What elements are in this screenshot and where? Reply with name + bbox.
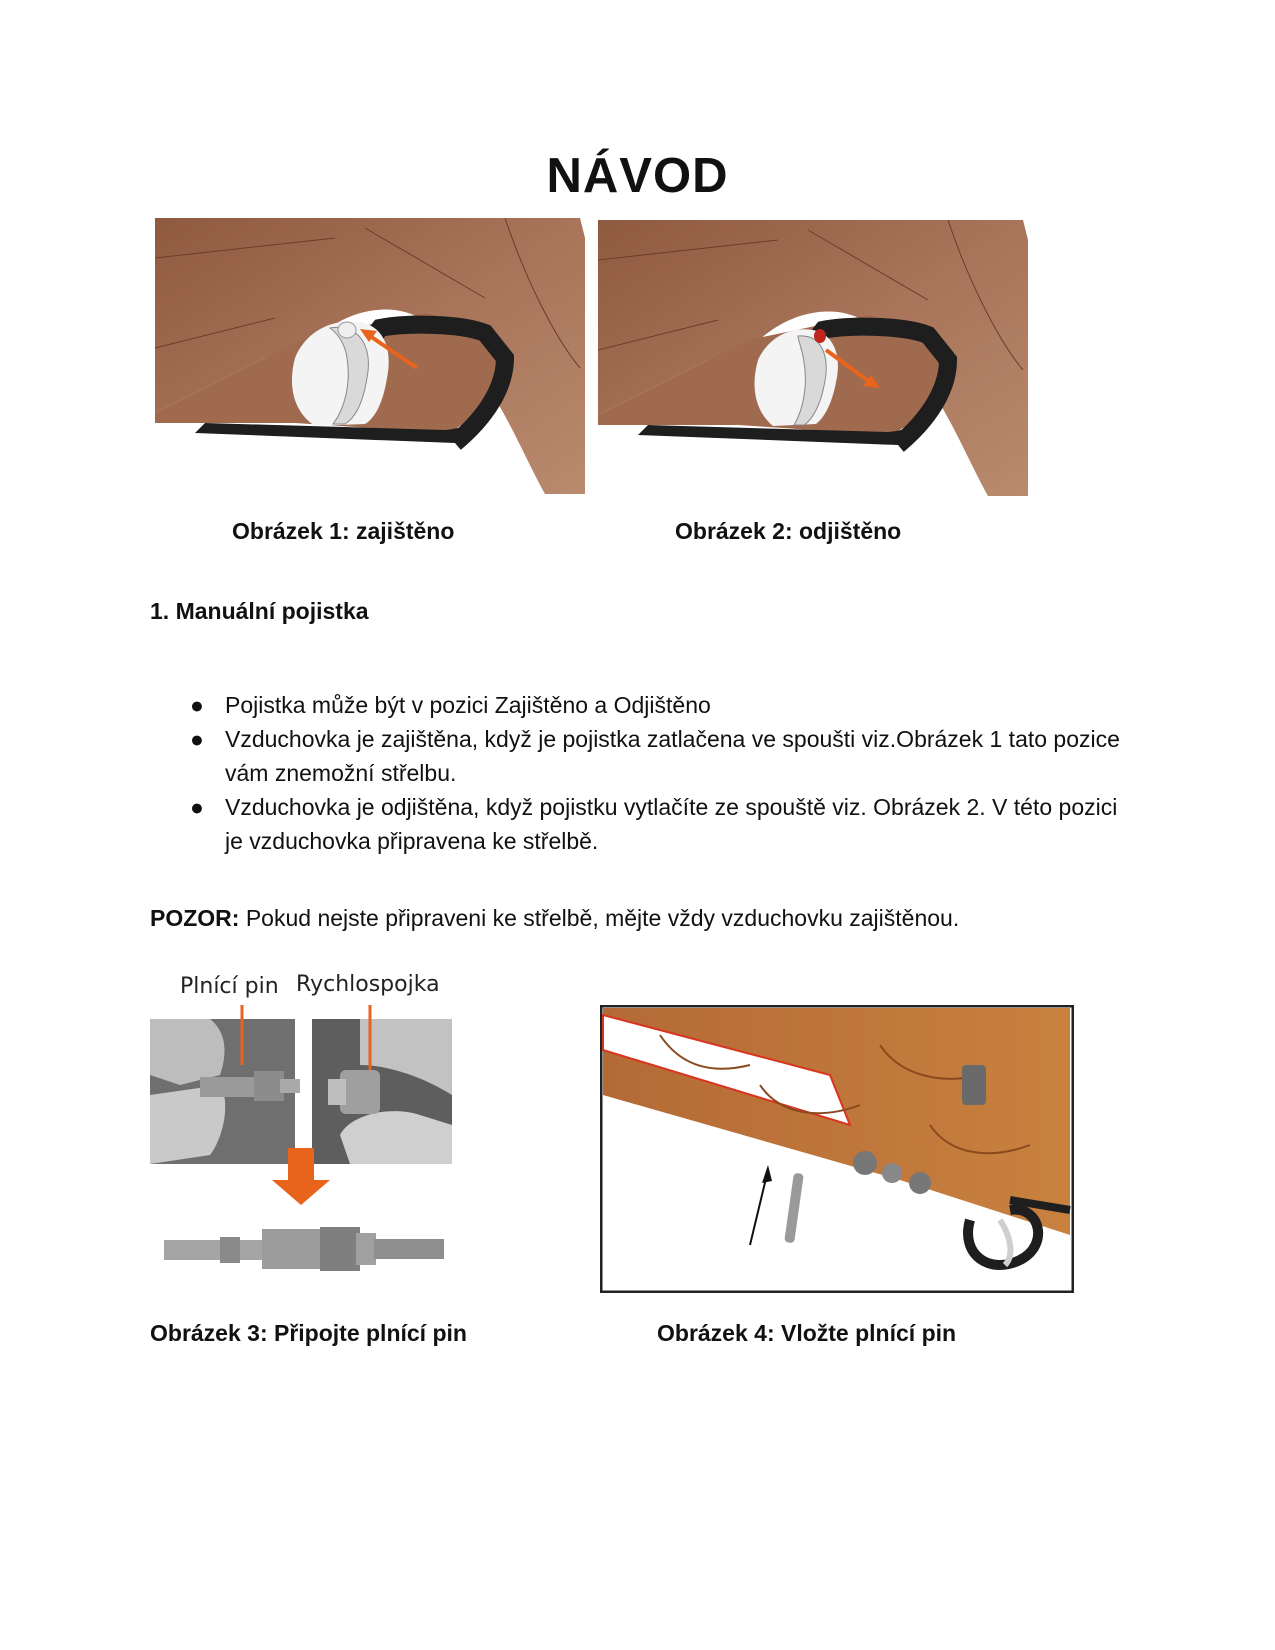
figure-3-label-coupler: Rychlospojka xyxy=(296,972,440,997)
filling-pin-connection-photo xyxy=(150,1005,452,1297)
bullet-icon: ● xyxy=(190,794,204,820)
figure-4-caption: Obrázek 4: Vložte plnící pin xyxy=(657,1320,957,1346)
warning-note xyxy=(150,905,959,932)
figure-3-caption: Obrázek 3: Připojte plnící pin xyxy=(150,1320,467,1346)
page-title: NÁVOD xyxy=(546,149,729,203)
figure-1-caption: Obrázek 1: zajištěno xyxy=(232,518,455,544)
list-item: ● Vzduchovka je odjištěna, když pojistku vytlačíte ze spouště viz. Obrázek 2. V této pozici je vzduchovka připravena ke střelbě. xyxy=(150,790,1130,858)
trigger-safety-off-illustration xyxy=(598,220,1028,496)
figure-3-image xyxy=(150,1005,452,1297)
figure-4-image xyxy=(600,1005,1074,1293)
figure-2-image xyxy=(598,220,1028,496)
bullet-list xyxy=(150,688,1130,858)
list-item: ● Vzduchovka je zajištěna, když je pojistka zatlačena ve spoušti viz.Obrázek 1 tato pozice vám znemožní střelbu. xyxy=(150,722,1130,790)
figure-3-label-pin: Plnící pin xyxy=(180,974,279,999)
section-heading: 1. Manuální pojistka xyxy=(150,598,369,624)
figure-2-caption: Obrázek 2: odjištěno xyxy=(675,518,902,544)
trigger-safety-on-illustration xyxy=(155,218,585,494)
insert-filling-pin-illustration xyxy=(600,1005,1074,1293)
bullet-icon: ● xyxy=(190,726,204,752)
bullet-icon: ● xyxy=(190,692,204,718)
list-item: ● Pojistka může být v pozici Zajištěno a Odjištěno xyxy=(150,688,1130,722)
warning-text: Pokud nejste připraveni ke střelbě, mějte vždy vzduchovku zajištěnou. xyxy=(239,905,960,931)
figure-1-image xyxy=(155,218,585,494)
warning-label: POZOR: xyxy=(150,905,240,931)
